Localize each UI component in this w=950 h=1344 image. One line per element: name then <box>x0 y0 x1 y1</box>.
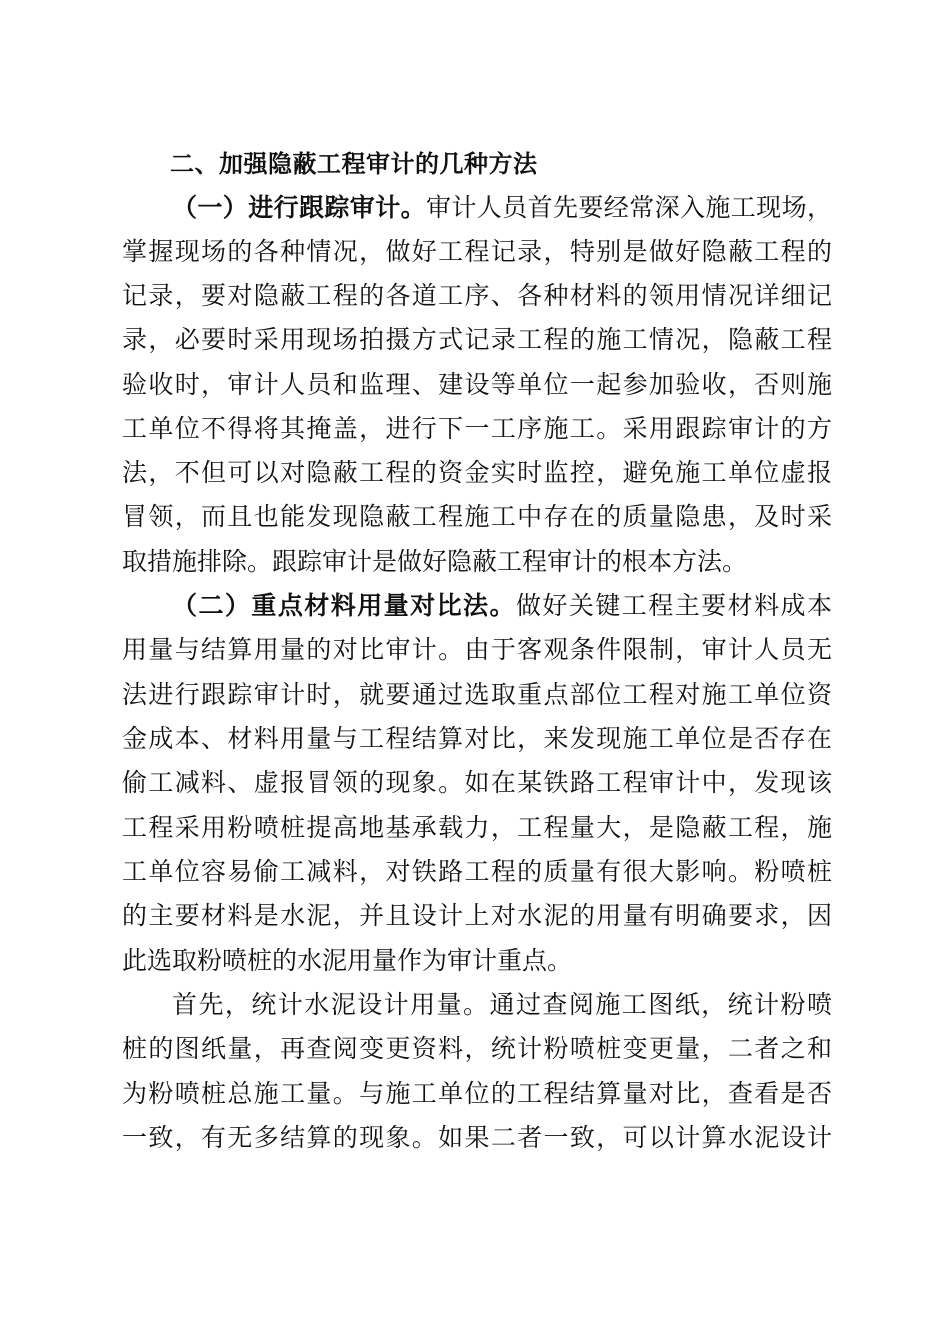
paragraph-2-line-9: 此选取粉喷桩的水泥用量作为审计重点。 <box>122 946 573 975</box>
paragraph-2-line-5: 偷工减料、虚报冒领的现象。如在某铁路工程审计中，发现该 <box>122 768 832 797</box>
paragraph-1-line-6: 工单位不得将其掩盖，进行下一工序施工。采用跟踪审计的方 <box>122 414 832 443</box>
paragraph-2-line-1 <box>172 586 832 626</box>
paragraph-2-line-3: 法进行跟踪审计时，就要通过选取重点部位工程对施工单位资 <box>122 680 832 709</box>
paragraph-1-line-7: 法，不但可以对隐蔽工程的资金实时监控，避免施工单位虚报 <box>122 458 832 487</box>
paragraph-1-line-4: 录，必要时采用现场拍摄方式记录工程的施工情况，隐蔽工程 <box>122 325 832 354</box>
paragraph-1-line-8: 冒领，而且也能发现隐蔽工程施工中存在的质量隐患，及时采 <box>122 502 832 531</box>
paragraph-1-line-9: 取措施排除。跟踪审计是做好隐蔽工程审计的根本方法。 <box>122 547 748 576</box>
paragraph-1-line-1 <box>172 188 832 228</box>
paragraph-2-lead: （二）重点材料用量对比法。 <box>172 591 516 620</box>
paragraph-3-line-1: 首先，统计水泥设计用量。通过查阅施工图纸，统计粉喷 <box>172 990 832 1019</box>
paragraph-2-line-7: 工单位容易偷工减料，对铁路工程的质量有很大影响。粉喷桩 <box>122 857 832 886</box>
paragraph-1-lead: （一）进行跟踪审计。 <box>172 193 426 222</box>
paragraph-1-line-5: 验收时，审计人员和监理、建设等单位一起参加验收，否则施 <box>122 370 832 399</box>
paragraph-2-line-6: 工程采用粉喷桩提高地基承载力，工程量大，是隐蔽工程，施 <box>122 813 832 842</box>
paragraph-1-line-2: 掌握现场的各种情况，做好工程记录，特别是做好隐蔽工程的 <box>122 237 832 266</box>
paragraph-1-line-1-text: 审计人员首先要经常深入施工现场， <box>426 193 832 222</box>
paragraph-3-line-2: 桩的图纸量，再查阅变更资料，统计粉喷桩变更量，二者之和 <box>122 1034 832 1063</box>
paragraph-3-line-4: 一致，有无多结算的现象。如果二者一致，可以计算水泥设计 <box>122 1123 832 1152</box>
paragraph-2-line-8: 的主要材料是水泥，并且设计上对水泥的用量有明确要求，因 <box>122 901 832 930</box>
paragraph-2-line-1-text: 做好关键工程主要材料成本 <box>515 591 832 620</box>
paragraph-2-line-4: 金成本、材料用量与工程结算对比，来发现施工单位是否存在 <box>122 724 832 753</box>
paragraph-3-line-3: 为粉喷桩总施工量。与施工单位的工程结算量对比，查看是否 <box>122 1079 832 1108</box>
paragraph-2-line-2: 用量与结算用量的对比审计。由于客观条件限制，审计人员无 <box>122 635 832 664</box>
section-heading: 二、加强隐蔽工程审计的几种方法 <box>170 150 538 178</box>
paragraph-1-line-3: 记录，要对隐蔽工程的各道工序、各种材料的领用情况详细记 <box>122 281 832 310</box>
